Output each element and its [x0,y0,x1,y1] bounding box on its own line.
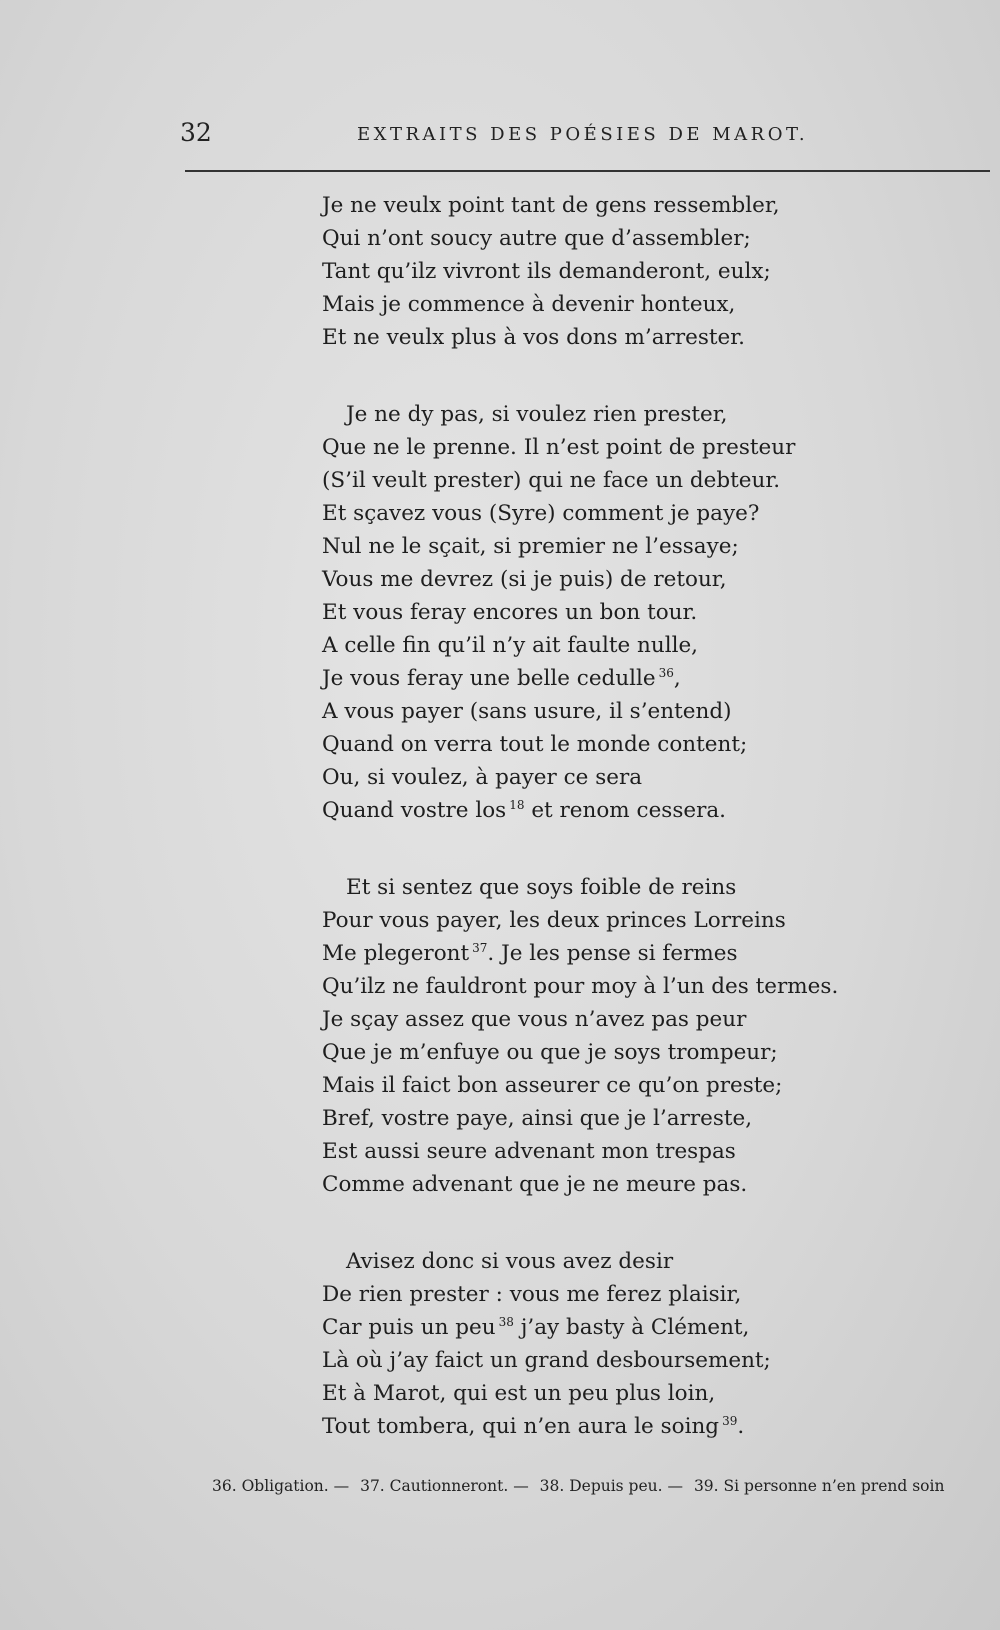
verse-text: Tout tombera, qui n’en aura le soing [322,1414,720,1439]
verse-line [322,728,982,761]
verse-text: Je ne veulx point tant de gens ressembler, [322,193,780,218]
verse-line [322,596,982,629]
verse-line [322,1135,982,1168]
verse-text: Bref, vostre paye, ainsi que je l’arreste, [322,1106,753,1131]
verse-text: Mais je commence à devenir honteux, [322,292,736,317]
page-header [180,118,980,148]
verse-line [322,530,982,563]
verse-text: Quand vostre los [322,798,507,823]
stanza-gap [322,354,982,398]
verse-line [322,255,982,288]
verse-line [322,794,982,827]
verse-text: Et vous feray encores un bon tour. [322,600,698,625]
verse-text: Qu’ilz ne fauldront pour moy à l’un des termes. [322,974,839,999]
verse-line [322,1377,982,1410]
verse-text: Qui n’ont soucy autre que d’assembler; [322,226,751,251]
verse-line [322,189,982,222]
verse-text: Vous me devrez (si je puis) de retour, [322,567,727,592]
verse-text: Et si sentez que soys foible de reins [346,875,737,900]
verse-line [322,464,982,497]
verse-text: Là où j’ay faict un grand desboursement; [322,1348,771,1373]
verse-text: Je vous feray une belle cedulle [322,666,656,691]
verse-line [322,937,982,970]
verse-text: De rien prester : vous me ferez plaisir, [322,1282,742,1307]
verse-text: Ou, si voulez, à payer ce sera [322,765,643,790]
verse-text-continuation: . Je les pense si fermes [487,941,738,966]
verse-line [322,662,982,695]
stanza [322,189,982,354]
header-rule [185,170,990,172]
verse-line [322,497,982,530]
stanza [322,871,982,1201]
verse-line [322,1168,982,1201]
verse-line [322,321,982,354]
footnote-marker: 39 [722,1413,738,1428]
verse-text-continuation: j’ay basty à Clément, [513,1315,750,1340]
verse-line [322,1278,982,1311]
footnote-marker: 38 [498,1314,514,1329]
footnote-38: 38. Depuis peu. — [539,1477,683,1495]
verse-text-continuation: , [673,666,681,691]
verse-line [322,1344,982,1377]
verse-line [322,904,982,937]
verse-text: Et sçavez vous (Syre) comment je paye? [322,501,760,526]
stanza-gap [322,827,982,871]
verse-text-continuation: et renom cessera. [524,798,727,823]
verse-text: (S’il veult prester) qui ne face un debteur. [322,468,781,493]
verse-line [322,1069,982,1102]
verse-line [322,695,982,728]
stanza-gap [322,1201,982,1245]
verse-line [322,398,982,431]
footnotes [212,1477,992,1495]
page-number: 32 [180,118,212,147]
poem-body [322,189,982,1443]
verse-text: Avisez donc si vous avez desir [346,1249,674,1274]
verse-text-continuation: . [737,1414,745,1439]
verse-text: A vous payer (sans usure, il s’entend) [322,699,732,724]
verse-text: Me plegeront [322,941,470,966]
verse-line [322,761,982,794]
verse-line [322,1245,982,1278]
verse-text: A celle fin qu’il n’y ait faulte nulle, [322,633,699,658]
verse-text: Je ne dy pas, si voulez rien prester, [346,402,728,427]
verse-line [322,1102,982,1135]
verse-text: Quand on verra tout le monde content; [322,732,748,757]
stanza [322,398,982,827]
footnote-36: 36. Obligation. — [212,1477,350,1495]
verse-text: Tant qu’ilz vivront ils demanderont, eulx; [322,259,771,284]
verse-line [322,871,982,904]
footnote-marker: 36 [658,665,674,680]
verse-text: Je sçay assez que vous n’avez pas peur [322,1007,747,1032]
verse-text: Nul ne le sçait, si premier ne l’essaye; [322,534,739,559]
verse-text: Mais il faict bon asseurer ce qu’on preste; [322,1073,783,1098]
verse-line [322,970,982,1003]
verse-line [322,222,982,255]
footnote-marker: 18 [509,797,525,812]
verse-text: Est aussi seure advenant mon trespas [322,1139,736,1164]
verse-line [322,1410,982,1443]
verse-line [322,629,982,662]
verse-line [322,288,982,321]
verse-text: Pour vous payer, les deux princes Lorreins [322,908,786,933]
verse-line [322,563,982,596]
verse-text: Et à Marot, qui est un peu plus loin, [322,1381,716,1406]
verse-line [322,431,982,464]
footnote-marker: 37 [472,940,488,955]
verse-text: Que ne le prenne. Il n’est point de presteur [322,435,796,460]
verse-text: Que je m’enfuye ou que je soys trompeur; [322,1040,778,1065]
verse-text: Comme advenant que je ne meure pas. [322,1172,748,1197]
verse-line [322,1311,982,1344]
footnote-39: 39. Si personne n’en prend soin [693,1477,945,1495]
running-title: EXTRAITS DES POÉSIES DE MAROT. [357,124,809,145]
verse-text: Car puis un peu [322,1315,496,1340]
verse-text: Et ne veulx plus à vos dons m’arrester. [322,325,745,350]
verse-line [322,1036,982,1069]
footnote-37: 37. Cautionneront. — [360,1477,529,1495]
verse-line [322,1003,982,1036]
stanza [322,1245,982,1443]
